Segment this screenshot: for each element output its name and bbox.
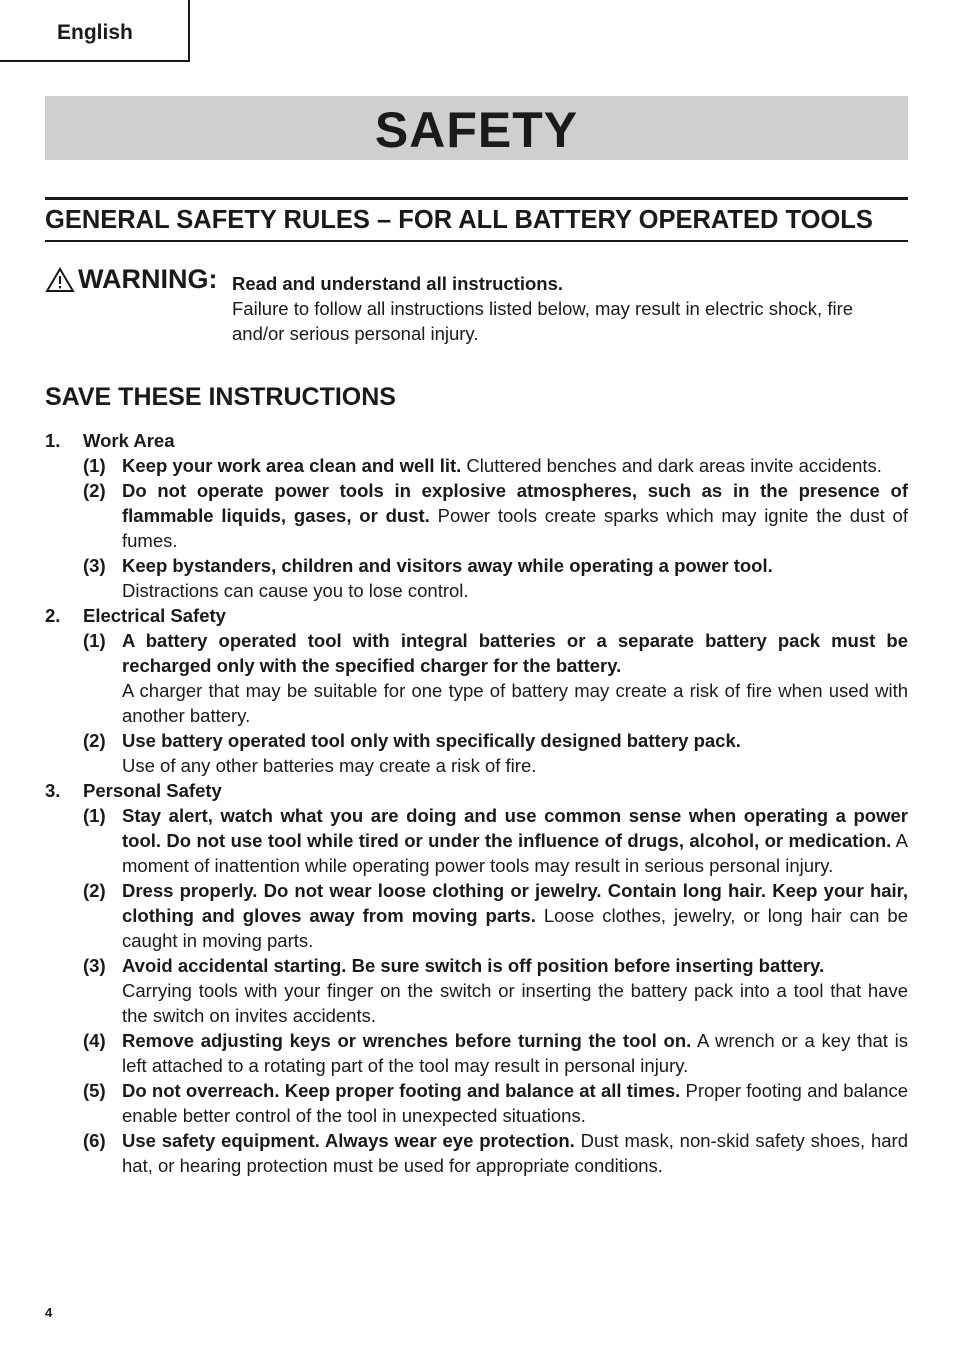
page-title: SAFETY xyxy=(374,102,579,158)
item-text: A wrench or a key that is left attached to a rotating part of the tool may result in personal injury. xyxy=(122,1030,908,1076)
warning-label: WARNING: xyxy=(78,264,218,294)
rule-item xyxy=(45,453,908,478)
rule-item xyxy=(45,553,908,603)
rule-item xyxy=(45,1128,908,1178)
item-number: (3) xyxy=(83,955,106,976)
rule-item xyxy=(45,803,908,878)
item-number: (2) xyxy=(83,880,106,901)
item-note: A charger that may be suitable for one type of battery may create a risk of fire when used with another battery. xyxy=(122,680,908,726)
category-number: 1. xyxy=(45,430,61,451)
item-bold-text: A battery operated tool with integral batteries or a separate battery pack must be recharged only with the specified charger for the battery. xyxy=(122,630,908,676)
rule-item xyxy=(45,878,908,953)
rule-item xyxy=(45,728,908,778)
warning-text-block xyxy=(232,271,908,346)
item-bold-text: Keep your work area clean and well lit. xyxy=(122,455,462,476)
item-note: Carrying tools with your finger on the switch or inserting the battery pack into a tool that have the switch on invites accidents. xyxy=(122,980,908,1026)
item-number: (1) xyxy=(83,805,106,826)
item-text: Power tools create sparks which may ignite the dust of fumes. xyxy=(122,505,908,551)
item-text: Cluttered benches and dark areas invite accidents. xyxy=(461,455,882,476)
rule-category xyxy=(45,428,908,453)
rule-item xyxy=(45,1078,908,1128)
warning-label-group xyxy=(45,264,217,295)
language-tab xyxy=(0,0,190,62)
item-number: (2) xyxy=(83,730,106,751)
item-number: (2) xyxy=(83,480,106,501)
item-bold-text: Keep bystanders, children and visitors away while operating a power tool. xyxy=(122,555,773,576)
item-note: Distractions can cause you to lose control. xyxy=(122,580,469,601)
category-title: Personal Safety xyxy=(83,780,222,801)
item-number: (5) xyxy=(83,1080,106,1101)
item-bold-text: Use battery operated tool only with specifically designed battery pack. xyxy=(122,730,741,751)
item-number: (1) xyxy=(83,455,106,476)
category-title: Work Area xyxy=(83,430,175,451)
warning-body: Failure to follow all instructions listed below, may result in electric shock, fire and/or serious personal injury. xyxy=(232,298,854,344)
item-text: A moment of inattention while operating power tools may result in serious personal injury. xyxy=(122,830,908,876)
rule-item xyxy=(45,1028,908,1078)
safety-rules-list xyxy=(45,428,908,1178)
category-number: 3. xyxy=(45,780,61,801)
item-text: Loose clothes, jewelry, or long hair can be caught in moving parts. xyxy=(122,905,909,951)
item-bold-text: Do not operate power tools in explosive atmospheres, such as in the presence of flammable liquids, gases, or dust. xyxy=(122,480,908,526)
item-bold-text: Stay alert, watch what you are doing and use common sense when operating a power tool. Do not use tool while tired or under the influence of drugs, alcohol, or medication. xyxy=(122,805,908,851)
item-bold-text: Avoid accidental starting. Be sure switch is off position before inserting battery. xyxy=(122,955,825,976)
rule-item xyxy=(45,478,908,553)
item-bold-text: Dress properly. Do not wear loose clothing or jewelry. Contain long hair. Keep your hair, clothing and gloves away from moving parts. xyxy=(122,880,908,926)
item-number: (4) xyxy=(83,1030,106,1051)
item-bold-text: Do not overreach. Keep proper footing and balance at all times. xyxy=(122,1080,681,1101)
save-instructions-heading: SAVE THESE INSTRUCTIONS xyxy=(45,383,396,411)
rule-item xyxy=(45,628,908,728)
item-bold-text: Use safety equipment. Always wear eye protection. xyxy=(122,1130,575,1151)
item-number: (3) xyxy=(83,555,106,576)
section-heading-bar xyxy=(45,197,908,242)
item-number: (6) xyxy=(83,1130,106,1151)
item-note: Use of any other batteries may create a risk of fire. xyxy=(122,755,537,776)
page-number: 4 xyxy=(45,1305,53,1320)
warning-triangle-icon xyxy=(45,267,75,293)
category-title: Electrical Safety xyxy=(83,605,226,626)
item-number: (1) xyxy=(83,630,106,651)
rule-item xyxy=(45,953,908,1028)
section-heading: GENERAL SAFETY RULES – FOR ALL BATTERY OPERATED TOOLS xyxy=(45,206,873,234)
item-text: Dust mask, non-skid safety shoes, hard hat, or hearing protection must be used for appropriate conditions. xyxy=(122,1130,908,1176)
item-bold-text: Remove adjusting keys or wrenches before turning the tool on. xyxy=(122,1030,692,1051)
warning-lead: Read and understand all instructions. xyxy=(232,273,563,294)
title-bar xyxy=(45,96,908,160)
rule-category xyxy=(45,603,908,628)
item-text: Proper footing and balance enable better control of the tool in unexpected situations. xyxy=(122,1080,909,1126)
category-number: 2. xyxy=(45,605,61,626)
language-label: English xyxy=(57,21,133,44)
rule-category xyxy=(45,778,908,803)
